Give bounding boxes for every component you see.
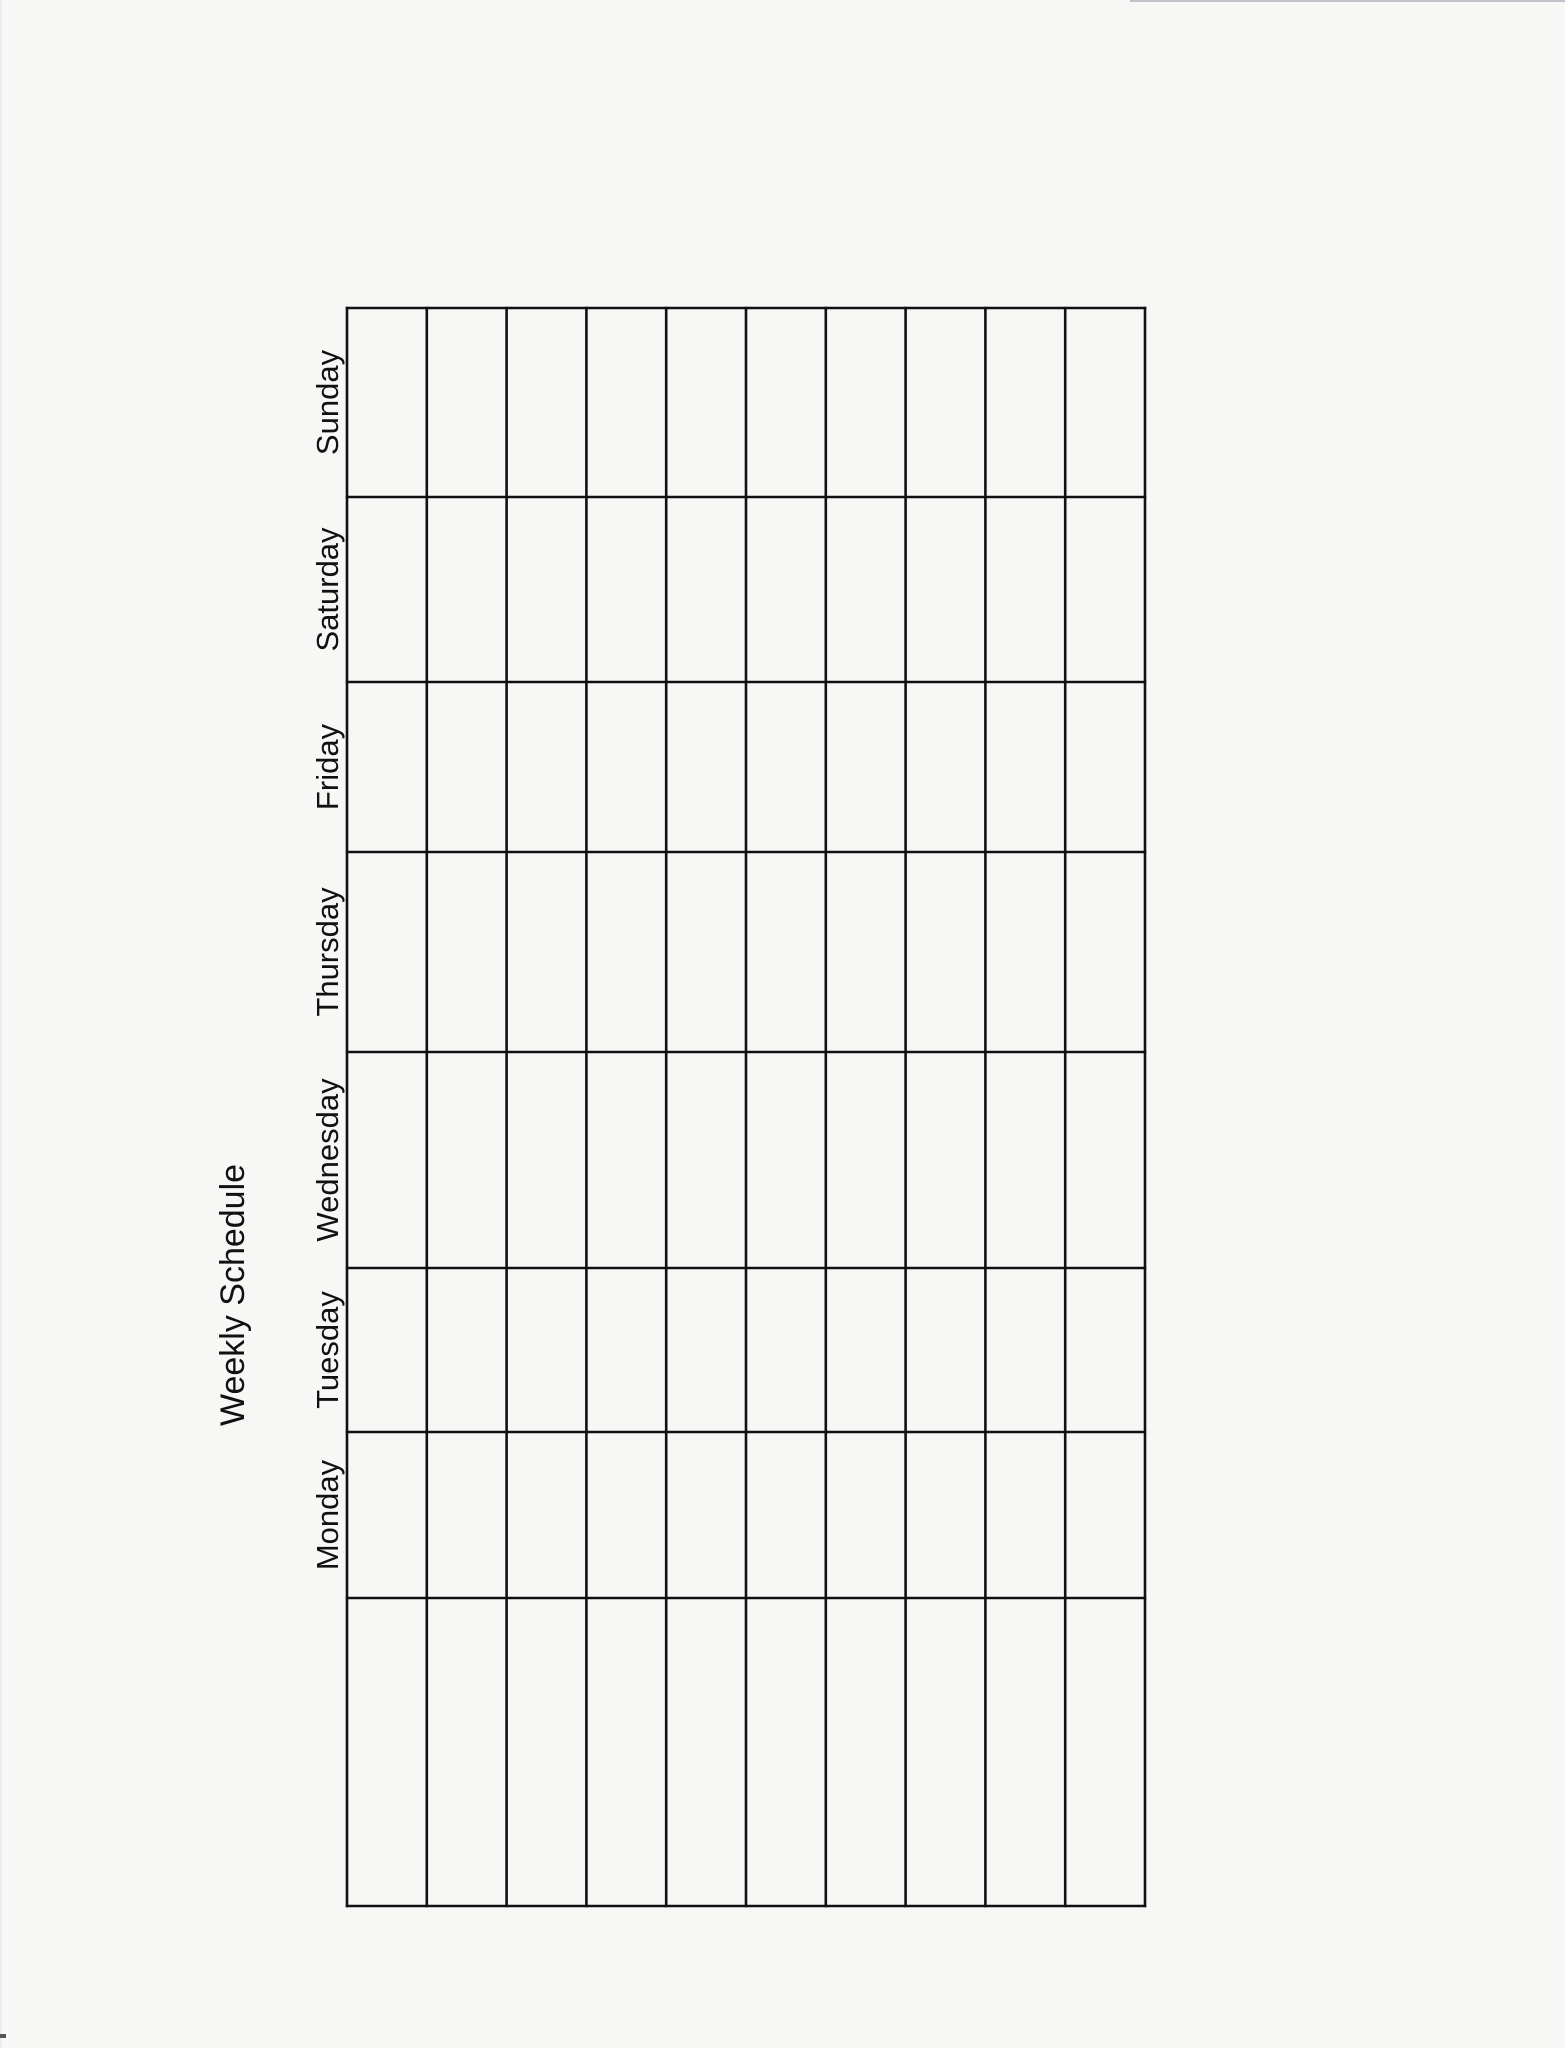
day-label-wednesday: Wednesday xyxy=(310,1078,345,1242)
schedule-grid xyxy=(347,308,1145,1906)
day-labels xyxy=(310,349,345,1570)
day-label-tuesday: Tuesday xyxy=(310,1291,345,1409)
day-label-friday: Friday xyxy=(310,723,345,811)
day-label-monday: Monday xyxy=(310,1459,345,1571)
page-title: Weekly Schedule xyxy=(214,1163,252,1427)
day-label-thursday: Thursday xyxy=(310,887,345,1017)
day-label-saturday: Saturday xyxy=(310,527,345,652)
day-label-sunday: Sunday xyxy=(310,349,345,456)
